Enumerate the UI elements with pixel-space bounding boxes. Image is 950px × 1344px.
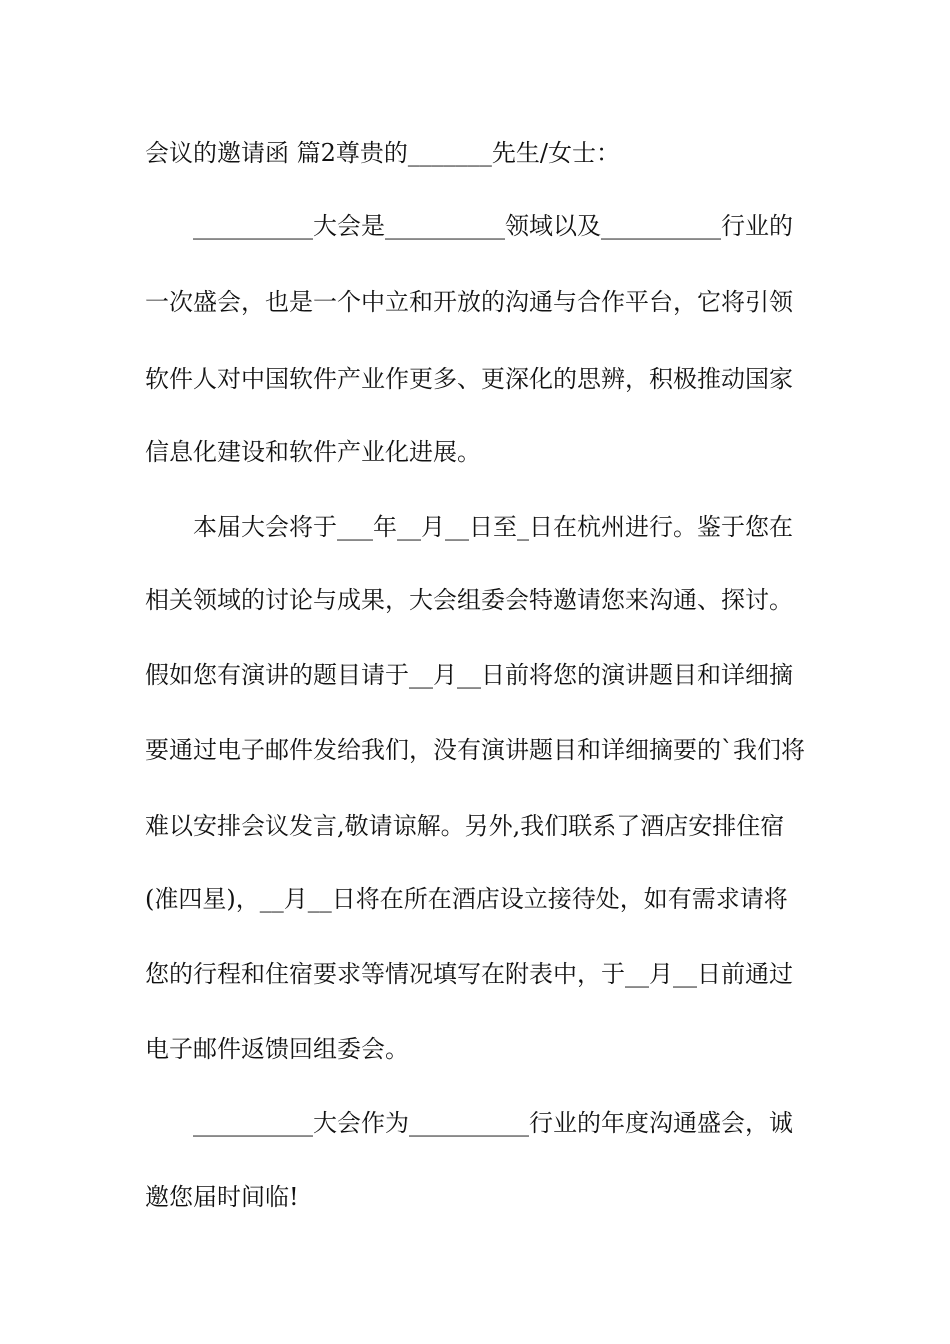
paragraph-line: 一次盛会，也是一个中立和开放的沟通与合作平台，它将引领 bbox=[145, 288, 793, 316]
paragraph-line: 要通过电子邮件发给我们，没有演讲题目和详细摘要的`我们将 bbox=[145, 736, 805, 764]
paragraph-line: 难以安排会议发言,敬请谅解。另外,我们联系了酒店安排住宿 bbox=[145, 812, 785, 840]
paragraph-line: 电子邮件返馈回组委会。 bbox=[145, 1035, 409, 1063]
paragraph-line: 您的行程和住宿要求等情况填写在附表中，于__月__日前通过 bbox=[145, 960, 793, 988]
paragraph-line: 信息化建设和软件产业化进展。 bbox=[145, 438, 481, 466]
paragraph-line: __________大会是__________领域以及__________行业的 bbox=[193, 212, 793, 240]
paragraph-line: 软件人对中国软件产业作更多、更深化的思辨，积极推动国家 bbox=[145, 365, 793, 393]
paragraph-line: 本届大会将于___年__月__日至_日在杭州进行。鉴于您在 bbox=[193, 513, 793, 541]
paragraph-line: 假如您有演讲的题目请于__月__日前将您的演讲题目和详细摘 bbox=[145, 661, 793, 689]
letter-heading: 会议的邀请函 篇2尊贵的_______先生/女士： bbox=[145, 139, 620, 167]
paragraph-line: 邀您届时间临! bbox=[145, 1183, 299, 1211]
paragraph-line: 相关领域的讨论与成果，大会组委会特邀请您来沟通、探讨。 bbox=[145, 586, 793, 614]
paragraph-line: __________大会作为__________行业的年度沟通盛会，诚 bbox=[193, 1109, 793, 1137]
paragraph-line: (准四星)，__月__日将在所在酒店设立接待处，如有需求请将 bbox=[145, 885, 788, 913]
